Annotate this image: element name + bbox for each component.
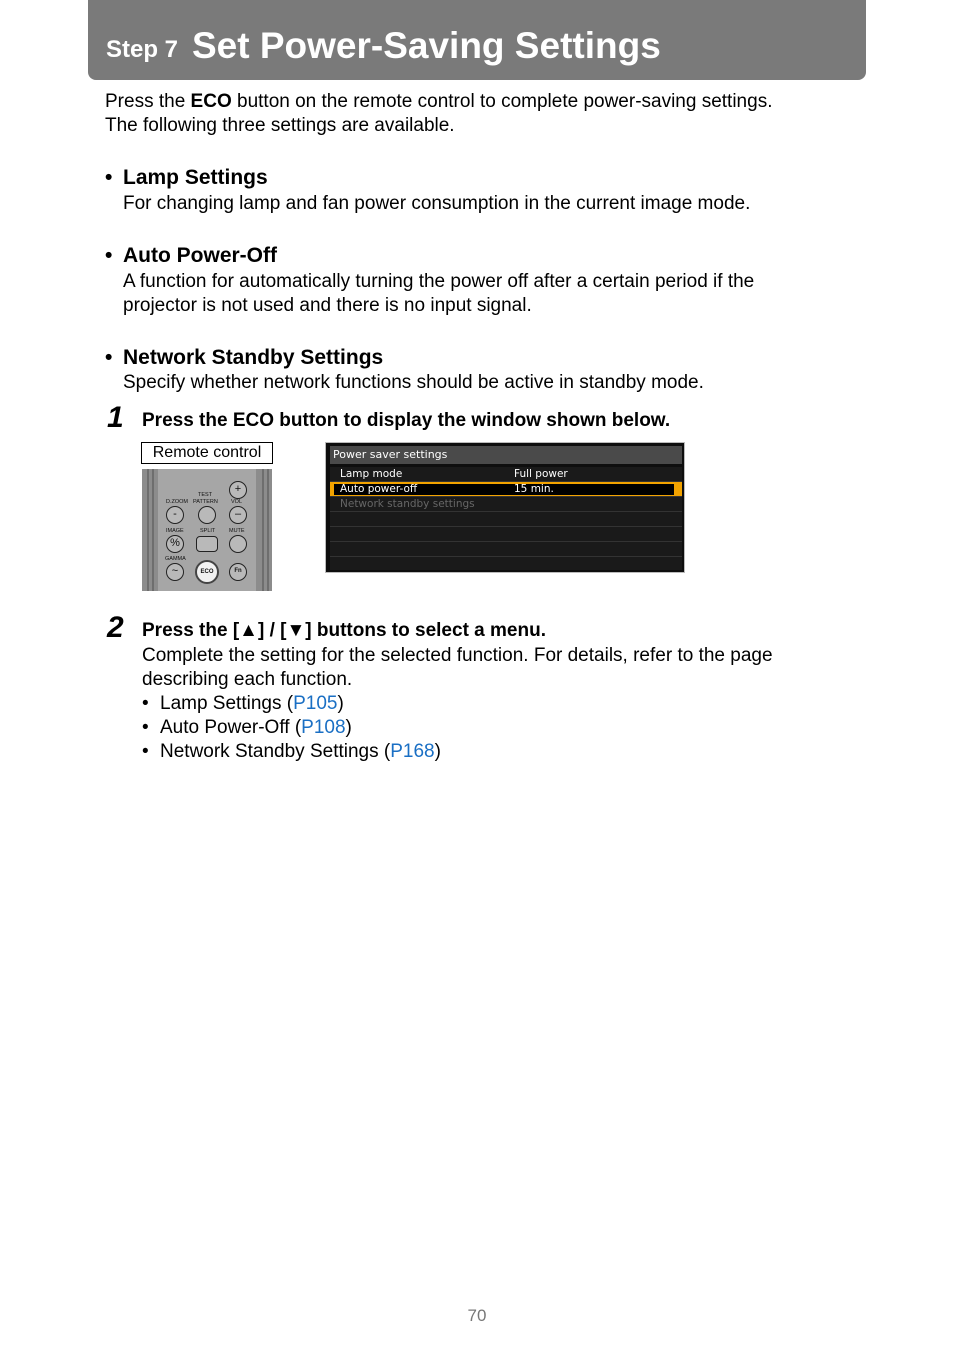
- gamma-label: GAMMA: [165, 556, 186, 562]
- down-arrow-icon: ▼: [286, 620, 306, 641]
- step-number-2: 2: [107, 611, 124, 644]
- page-number: 70: [467, 1306, 487, 1325]
- page-header: [88, 0, 866, 80]
- intro-line-1: Press the ECO button on the remote control to complete power-saving settings.: [105, 91, 773, 112]
- fn-button-icon: Fn: [229, 563, 247, 581]
- test-pattern-button-icon: [198, 506, 216, 524]
- test-label: TEST: [198, 492, 213, 498]
- step-number-1: 1: [107, 401, 124, 434]
- bullet-auto-desc-1: A function for automatically turning the power off after a certain period if the: [123, 271, 755, 292]
- bullet-lamp-desc: For changing lamp and fan power consumption in the current image mode.: [123, 193, 751, 214]
- zoom-out-icon: -: [166, 506, 184, 524]
- step-2-text-1: Complete the setting for the selected function. For details, refer to the page: [142, 645, 773, 666]
- page-link-p108[interactable]: P108: [301, 717, 346, 738]
- bullet-network-standby: • Network Standby Settings: [105, 346, 384, 369]
- power-saver-settings-window: [325, 442, 685, 573]
- step-label: Step 7: [106, 36, 179, 63]
- list-item: • Lamp Settings (P105): [142, 693, 344, 714]
- up-arrow-icon: ▲: [239, 620, 258, 641]
- page-link-p105[interactable]: P105: [293, 693, 338, 714]
- list-item: • Network Standby Settings (P168): [142, 741, 441, 762]
- gamma-button-icon: ~: [166, 563, 184, 581]
- osd-title: Power saver settings: [330, 446, 682, 464]
- page-title: Set Power-Saving Settings: [192, 25, 661, 66]
- remote-control-image: [142, 469, 272, 591]
- bullet-network-desc: Specify whether network functions should be active in standby mode.: [123, 372, 704, 393]
- eco-keyword: ECO: [190, 91, 232, 112]
- osd-row-empty: [330, 557, 682, 572]
- osd-row-empty: [330, 527, 682, 542]
- split-button-icon: [196, 536, 218, 552]
- step-1-heading: Press the ECO button to display the window shown below.: [142, 410, 671, 431]
- list-item: • Auto Power-Off (P108): [142, 717, 352, 738]
- image-button-icon: %: [166, 535, 184, 553]
- osd-row-auto-power-off: Auto power-off 15 min.: [330, 482, 682, 497]
- vol-label: VOL: [231, 499, 243, 505]
- mute-label: MUTE: [229, 528, 245, 534]
- pattern-label: PATTERN: [193, 499, 218, 505]
- bullet-lamp-settings: • Lamp Settings: [105, 166, 268, 189]
- step-2-heading: Press the [▲] / [▼] buttons to select a menu.: [142, 620, 546, 641]
- osd-row-lamp-mode: Lamp mode Full power: [330, 467, 682, 482]
- step-2-text-2: describing each function.: [142, 669, 353, 690]
- osd-menu-list: [330, 467, 682, 570]
- bullet-auto-power-off: • Auto Power-Off: [105, 244, 277, 267]
- osd-row-network-standby: Network standby settings: [330, 497, 682, 512]
- osd-row-empty: [330, 512, 682, 527]
- osd-row-empty: [330, 542, 682, 557]
- vol-down-icon: –: [229, 506, 247, 524]
- page-link-p168[interactable]: P168: [390, 741, 435, 762]
- intro-line-2: The following three settings are available.: [105, 115, 455, 136]
- remote-control-label: Remote control: [141, 442, 273, 464]
- mute-button-icon: [229, 535, 247, 553]
- bullet-auto-desc-2: projector is not used and there is no input signal.: [123, 295, 532, 316]
- image-label: IMAGE: [166, 528, 184, 534]
- dzoom-label: D.ZOOM: [166, 499, 188, 505]
- eco-button-icon: ECO: [195, 560, 219, 584]
- vol-up-icon: +: [229, 481, 247, 499]
- split-label: SPLIT: [200, 528, 216, 534]
